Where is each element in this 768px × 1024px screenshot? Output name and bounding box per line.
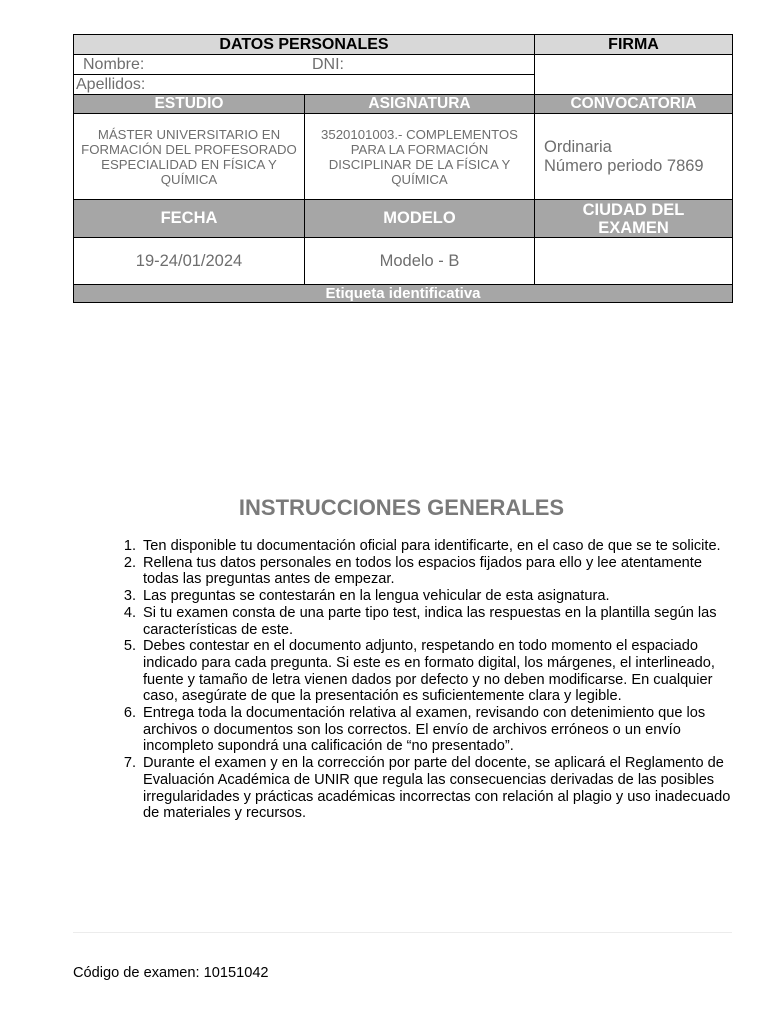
instructions-title: INSTRUCCIONES GENERALES [238, 495, 565, 520]
instruction-text: Entrega toda la documentación relativa al examen, revisando con detenimiento que los archivos o documentos son los correctos. El envío de archivos erróneos o un envío incompleto supondrá una calificación de “no presentado”. [143, 705, 706, 755]
model-header: MODELO [305, 200, 535, 238]
call-value [535, 114, 733, 200]
surname-label: Apellidos: [76, 76, 146, 93]
date-value: 19-24/01/2024 [74, 238, 305, 285]
instruction-item [123, 705, 733, 755]
instruction-number: 7. [123, 755, 136, 772]
signature-box[interactable] [535, 55, 733, 95]
study-value: MÁSTER UNIVERSITARIO EN FORMACIÓN DEL PROFESORADO ESPECIALIDAD EN FÍSICA Y QUÍMICA [74, 114, 305, 200]
call-header: CONVOCATORIA [535, 95, 733, 114]
subject-header: ASIGNATURA [305, 95, 535, 114]
subject-value: 3520101003.- COMPLEMENTOS PARA LA FORMACIÓN DISCIPLINAR DE LA FÍSICA Y QUÍMICA [305, 114, 535, 200]
date-header: FECHA [74, 200, 305, 238]
name-dni-field[interactable] [74, 55, 535, 75]
study-header: ESTUDIO [74, 95, 305, 114]
instruction-text: Durante el examen y en la corrección por parte del docente, se aplicará el Reglamento de Evaluación Académica de UNIR que regula las consecuencias derivadas de las posibles irregularidades y prácticas académicas incorrectas con relación al plagio y uso inadecuado de materiales y recursos. [143, 755, 731, 822]
identification-label-bar: Etiqueta identificativa [74, 285, 733, 303]
instruction-text: Las preguntas se contestarán en la lengua vehicular de esta asignatura. [143, 588, 610, 605]
instruction-text: Rellena tus datos personales en todos los espacios fijados para ello y lee atentamente todas las preguntas antes de empezar. [143, 554, 702, 588]
footer-divider [73, 932, 732, 933]
instruction-text: Si tu examen consta de una parte tipo test, indica las respuestas en la plantilla según las características de este. [143, 604, 717, 638]
instruction-text: Debes contestar en el documento adjunto, respetando en todo momento el espaciado indicado para cada pregunta. Si este es en formato digital, los márgenes, el interlineado, fuente y tamaño de letra vienen dados por defecto y no deben modificarse. En cualquier caso, asegúrate de que la presentación es suficientemente clara y legible. [143, 638, 715, 705]
instruction-item [123, 604, 733, 638]
instruction-number: 2. [123, 554, 136, 571]
instruction-item [123, 755, 733, 822]
instruction-item [123, 588, 733, 605]
city-header: CIUDAD DEL EXAMEN [535, 200, 733, 238]
dni-label: DNI: [312, 56, 344, 73]
instruction-item [123, 638, 733, 705]
exam-code: Código de examen: 10151042 [73, 965, 269, 981]
instruction-item [123, 538, 733, 555]
instruction-number: 1. [123, 538, 136, 554]
instruction-number: 4. [123, 604, 136, 621]
instructions-list [123, 538, 733, 822]
signature-header: FIRMA [535, 35, 733, 55]
instruction-text: Ten disponible tu documentación oficial para identificarte, en el caso de que se te solicite. [143, 538, 721, 554]
city-value[interactable] [535, 238, 733, 285]
call-period: Número periodo 7869 [544, 156, 704, 175]
surname-field[interactable] [74, 75, 535, 95]
name-label: Nombre: [83, 56, 145, 73]
instruction-item [123, 554, 733, 588]
exam-header-table [73, 34, 733, 303]
personal-data-header: DATOS PERSONALES [74, 35, 535, 55]
instruction-number: 6. [123, 705, 136, 722]
instruction-number: 5. [123, 638, 136, 655]
instruction-number: 3. [123, 588, 136, 605]
model-value: Modelo - B [305, 238, 535, 285]
call-type: Ordinaria [544, 137, 612, 156]
